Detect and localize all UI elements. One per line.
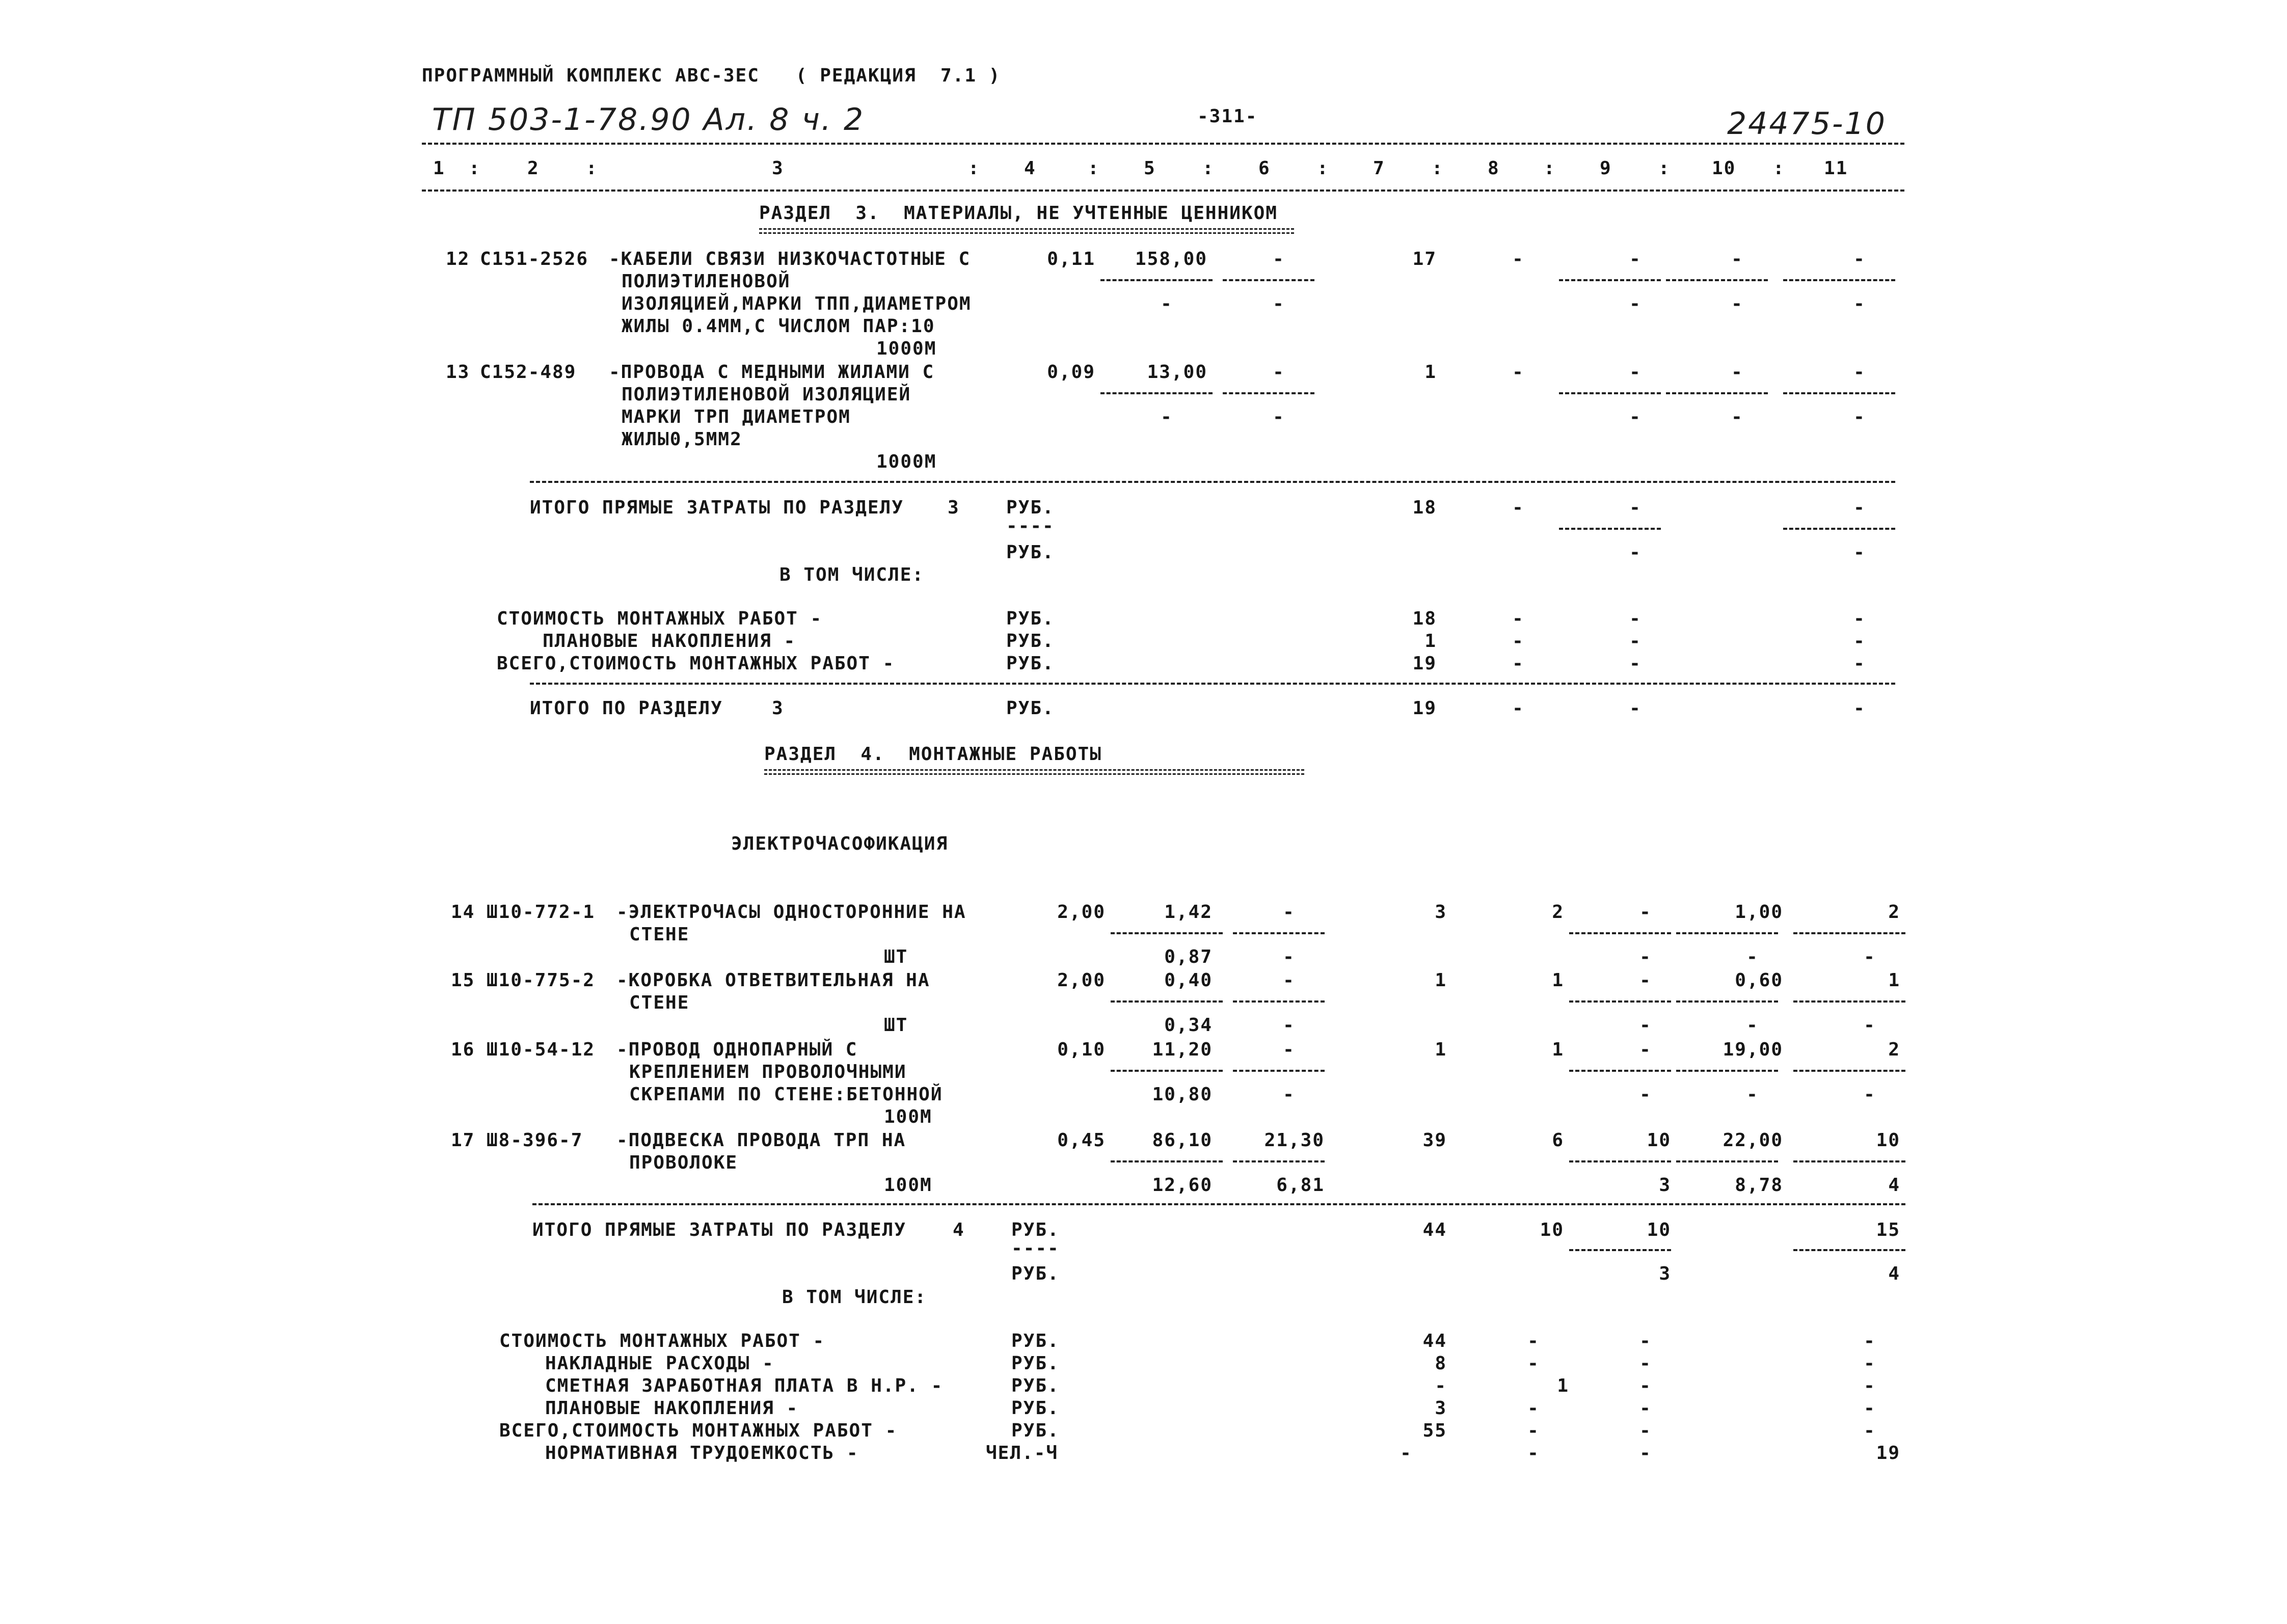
col-sep: : (1088, 158, 1100, 179)
item-cost-11: 2 (1888, 902, 1900, 923)
item-cost-11b: 4 (1888, 1175, 1900, 1196)
item-cost-7: 1 (1424, 362, 1437, 383)
item-cost-6b: - (1283, 1084, 1295, 1105)
section-4-subtitle: ЭЛЕКТРОЧАСОФИКАЦИЯ (731, 833, 949, 854)
item-cost-7: 1 (1435, 970, 1447, 991)
item-cost-9b: 3 (1659, 1175, 1671, 1196)
item-cost-8: - (1512, 249, 1524, 269)
summary-label: СМЕТНАЯ ЗАРАБОТНАЯ ПЛАТА В Н.Р. - (545, 1375, 944, 1396)
item-code: Ш8-396-7 (487, 1130, 583, 1151)
summary-c11: - (1853, 608, 1866, 629)
summary-c9: - (1639, 1398, 1652, 1419)
program-title: ПРОГРАММНЫЙ КОМПЛЕКС АВС-3ЕС ( РЕДАКЦИЯ 7.1 ) (422, 65, 1001, 86)
summary-unit: РУБ. (1006, 608, 1055, 629)
summary-c11: - (1864, 1331, 1876, 1351)
item-cost-10: - (1731, 249, 1743, 269)
item-cost-9: 10 (1647, 1130, 1671, 1151)
item-cost-5: 11,20 (1152, 1039, 1213, 1060)
item-cost-11: - (1853, 362, 1866, 383)
header-rule (422, 143, 1904, 145)
item-desc-line: ПОЛИЭТИЛЕНОВОЙ (622, 271, 791, 292)
summary-c11: - (1864, 1398, 1876, 1419)
item-desc-line: ПРОВОЛОКЕ (629, 1152, 738, 1173)
item-cost-11b: - (1864, 1015, 1876, 1036)
cell-rule (1569, 1070, 1671, 1072)
cell-rule (1569, 1160, 1671, 1162)
item-cost-7: 3 (1435, 902, 1447, 923)
summary-label: ВСЕГО,СТОИМОСТЬ МОНТАЖНЫХ РАБОТ - (497, 653, 895, 674)
item-cost-9: - (1639, 970, 1652, 991)
summary-c7: - (1400, 1443, 1412, 1464)
item-cost-11b: - (1853, 407, 1866, 427)
item-desc-line: СКРЕПАМИ ПО СТЕНЕ:БЕТОННОЙ (629, 1084, 943, 1105)
summary-c11: 19 (1876, 1443, 1900, 1464)
item-cost-6b: - (1283, 946, 1295, 967)
total-direct-unit: РУБ. (1006, 497, 1055, 518)
cell-rule (1666, 279, 1768, 281)
summary-label: ВСЕГО,СТОИМОСТЬ МОНТАЖНЫХ РАБОТ - (499, 1420, 898, 1441)
item-cost-9b: - (1639, 1084, 1652, 1105)
cell-rule (1111, 1070, 1223, 1072)
summary-c9: - (1639, 1443, 1652, 1464)
summary-c7: 8 (1435, 1353, 1447, 1374)
total-c11: - (1853, 698, 1866, 719)
item-desc-line: -ЭЛЕКТРОЧАСЫ ОДНОСТОРОННИЕ НА (616, 902, 966, 923)
item-unit: 1000М (876, 338, 937, 359)
summary-unit: РУБ. (1006, 653, 1055, 674)
total-label: ИТОГО ПО РАЗДЕЛУ (530, 698, 723, 719)
item-unit: 1000М (876, 451, 937, 472)
item-cost-5b: 10,80 (1152, 1084, 1213, 1105)
summary-c9: - (1639, 1331, 1652, 1351)
section-3-title: РАЗДЕЛ 3. МАТЕРИАЛЫ, НЕ УЧТЕННЫЕ ЦЕННИКОМ (759, 203, 1278, 224)
cell-rule (1676, 932, 1778, 934)
total-direct-c11: 15 (1876, 1220, 1900, 1240)
item-number: 15 (451, 970, 475, 991)
col-sep: : (1544, 158, 1556, 179)
total-direct-c9b: - (1629, 542, 1642, 563)
item-number: 17 (451, 1130, 475, 1151)
item-quantity: 0,45 (1057, 1130, 1106, 1151)
item-cost-9: - (1639, 902, 1652, 923)
summary-label: НОРМАТИВНАЯ ТРУДОЕМКОСТЬ - (545, 1443, 859, 1464)
item-code: С151-2526 (480, 249, 589, 269)
summary-c8: - (1512, 608, 1524, 629)
item-quantity: 0,09 (1047, 362, 1095, 383)
summary-c7: - (1435, 1375, 1447, 1396)
col-10: 10 (1712, 158, 1736, 179)
summary-c9: - (1639, 1420, 1652, 1441)
summary-c11: - (1864, 1420, 1876, 1441)
cell-rule (1676, 1160, 1778, 1162)
total-direct-c11b: 4 (1888, 1263, 1900, 1284)
item-cost-6b: - (1273, 407, 1285, 427)
total-direct-c7: 44 (1422, 1220, 1447, 1240)
item-cost-11: 10 (1876, 1130, 1900, 1151)
item-cost-6b: - (1283, 1015, 1295, 1036)
item-desc-line: -ПОДВЕСКА ПРОВОДА ТРП НА (616, 1130, 906, 1151)
cell-rule (1233, 1000, 1325, 1003)
total-direct-c8: 10 (1540, 1220, 1564, 1240)
item-desc-line: ЖИЛЫ 0.4ММ,С ЧИСЛОМ ПАР:10 (622, 316, 935, 337)
section-4-items-rule (532, 1203, 1905, 1205)
item-cost-11: 2 (1888, 1039, 1900, 1060)
total-direct-unit-2: РУБ. (1006, 542, 1055, 563)
cell-rule (1793, 1160, 1905, 1162)
item-cost-10: 19,00 (1723, 1039, 1783, 1060)
total-c7: 19 (1412, 698, 1437, 719)
summary-label: ПЛАНОВЫЕ НАКОПЛЕНИЯ - (543, 631, 796, 652)
cell-rule (1233, 1070, 1325, 1072)
total-direct-label: ИТОГО ПРЯМЫЕ ЗАТРАТЫ ПО РАЗДЕЛУ (530, 497, 904, 518)
item-cost-11b: - (1853, 293, 1866, 314)
item-cost-11b: - (1864, 946, 1876, 967)
item-cost-6b: 6,81 (1276, 1175, 1325, 1196)
total-section-number: 3 (772, 698, 784, 719)
summary-label: ПЛАНОВЫЕ НАКОПЛЕНИЯ - (545, 1398, 799, 1419)
item-cost-10b: - (1746, 946, 1759, 967)
item-cost-10b: - (1731, 407, 1743, 427)
cell-rule (1569, 932, 1671, 934)
total-direct-unit-rule: ---- (1006, 516, 1055, 536)
item-number: 12 (446, 249, 470, 269)
item-cost-9b: - (1629, 407, 1642, 427)
summary-label: СТОИМОСТЬ МОНТАЖНЫХ РАБОТ - (499, 1331, 825, 1351)
col-sep: : (469, 158, 481, 179)
total-c8: - (1512, 698, 1524, 719)
item-cost-9: - (1629, 362, 1642, 383)
item-cost-10: - (1731, 362, 1743, 383)
item-desc-line: -КАБЕЛИ СВЯЗИ НИЗКОЧАСТОТНЫЕ С (609, 249, 971, 269)
section-3-items-rule (530, 481, 1895, 483)
section-3-underline (759, 228, 1294, 234)
item-cost-7: 17 (1412, 249, 1437, 269)
summary-label: СТОИМОСТЬ МОНТАЖНЫХ РАБОТ - (497, 608, 823, 629)
summary-c9: - (1629, 631, 1642, 652)
summary-c11: - (1864, 1375, 1876, 1396)
total-direct-c8: - (1512, 497, 1524, 518)
item-code: С152-489 (480, 362, 577, 383)
summary-c8: - (1512, 653, 1524, 674)
section-4-underline (764, 769, 1304, 775)
item-cost-6: 21,30 (1264, 1130, 1325, 1151)
total-direct-c9: 10 (1647, 1220, 1671, 1240)
item-cost-10: 0,60 (1735, 970, 1783, 991)
col-1: 1 (433, 158, 445, 179)
item-number: 13 (446, 362, 470, 383)
item-cost-6: - (1283, 1039, 1295, 1060)
cell-rule (1783, 528, 1895, 530)
item-cost-9b: - (1639, 1015, 1652, 1036)
item-cost-5b: - (1161, 407, 1173, 427)
item-unit: ШТ (884, 1015, 908, 1036)
col-sep: : (586, 158, 598, 179)
section-3-summary-rule (530, 683, 1895, 685)
cell-rule (1569, 1000, 1671, 1003)
summary-unit: РУБ. (1011, 1331, 1060, 1351)
total-direct-unit-2: РУБ. (1011, 1263, 1060, 1284)
item-number: 14 (451, 902, 475, 923)
total-direct-section-number: 4 (953, 1220, 965, 1240)
summary-unit: РУБ. (1011, 1398, 1060, 1419)
summary-c8: - (1527, 1420, 1540, 1441)
cell-rule (1100, 279, 1213, 281)
item-quantity: 0,10 (1057, 1039, 1106, 1060)
item-cost-10b: - (1746, 1084, 1759, 1105)
item-code: Ш10-54-12 (487, 1039, 596, 1060)
item-desc-line: -КОРОБКА ОТВЕТВИТЕЛЬНАЯ НА (616, 970, 930, 991)
item-desc-line: -ПРОВОДА С МЕДНЫМИ ЖИЛАМИ С (609, 362, 935, 383)
including-label: В ТОМ ЧИСЛЕ: (779, 564, 925, 585)
item-cost-6: - (1273, 362, 1285, 383)
col-sep: : (1432, 158, 1444, 179)
summary-c9: - (1629, 653, 1642, 674)
item-cost-5b: - (1161, 293, 1173, 314)
item-cost-5: 13,00 (1147, 362, 1207, 383)
cell-rule (1569, 1249, 1671, 1251)
item-quantity: 2,00 (1057, 970, 1106, 991)
total-direct-c9: - (1629, 497, 1642, 518)
summary-c11: - (1853, 631, 1866, 652)
summary-c9: - (1629, 608, 1642, 629)
cell-rule (1559, 528, 1661, 530)
cell-rule (1111, 932, 1223, 934)
cell-rule (1793, 1249, 1905, 1251)
col-4: 4 (1024, 158, 1036, 179)
item-cost-6: - (1283, 970, 1295, 991)
item-cost-11b: - (1864, 1084, 1876, 1105)
cell-rule (1100, 392, 1213, 394)
summary-c7: 1 (1424, 631, 1437, 652)
item-cost-5: 1,42 (1164, 902, 1213, 923)
col-7: 7 (1373, 158, 1385, 179)
item-cost-6: - (1283, 902, 1295, 923)
item-quantity: 0,11 (1047, 249, 1095, 269)
item-cost-8: 1 (1552, 970, 1564, 991)
item-cost-9: - (1639, 1039, 1652, 1060)
item-code: Ш10-775-2 (487, 970, 596, 991)
col-9: 9 (1600, 158, 1612, 179)
summary-c11: - (1864, 1353, 1876, 1374)
cell-rule (1559, 392, 1661, 394)
item-cost-10b: - (1731, 293, 1743, 314)
cell-rule (1559, 279, 1661, 281)
item-cost-5: 158,00 (1135, 249, 1207, 269)
item-cost-9b: - (1639, 946, 1652, 967)
summary-c11: - (1853, 653, 1866, 674)
item-cost-6: - (1273, 249, 1285, 269)
summary-c7: 55 (1422, 1420, 1447, 1441)
item-code: Ш10-772-1 (487, 902, 596, 923)
item-cost-5b: 12,60 (1152, 1175, 1213, 1196)
summary-c7: 18 (1412, 608, 1437, 629)
item-desc-line: СТЕНЕ (629, 924, 690, 945)
item-cost-9: - (1629, 249, 1642, 269)
cell-rule (1111, 1160, 1223, 1162)
col-sep: : (1317, 158, 1329, 179)
item-cost-5: 0,40 (1164, 970, 1213, 991)
cell-rule (1223, 279, 1314, 281)
summary-c8: - (1527, 1443, 1540, 1464)
col-sep: : (1658, 158, 1671, 179)
summary-c8: - (1527, 1398, 1540, 1419)
col-5: 5 (1144, 158, 1156, 179)
item-desc-line: КРЕПЛЕНИЕМ ПРОВОЛОЧНЫМИ (629, 1062, 907, 1082)
item-cost-5b: 0,87 (1164, 946, 1213, 967)
summary-unit: РУБ. (1006, 631, 1055, 652)
item-unit: 100М (884, 1106, 932, 1127)
total-direct-unit: РУБ. (1011, 1220, 1060, 1240)
summary-c8: 1 (1557, 1375, 1569, 1396)
col-sep: : (968, 158, 980, 179)
item-desc-line: ПОЛИЭТИЛЕНОВОЙ ИЗОЛЯЦИЕЙ (622, 384, 911, 405)
page-number: -311- (1197, 106, 1258, 127)
item-cost-11: 1 (1888, 970, 1900, 991)
cell-rule (1793, 1070, 1905, 1072)
summary-unit: РУБ. (1011, 1375, 1060, 1396)
summary-unit: ЧЕЛ.-Ч (986, 1443, 1059, 1464)
summary-label: НАКЛАДНЫЕ РАСХОДЫ - (545, 1353, 774, 1374)
item-unit: ШТ (884, 946, 908, 967)
item-cost-6b: - (1273, 293, 1285, 314)
item-unit: 100М (884, 1175, 932, 1196)
item-desc-line: -ПРОВОД ОДНОПАРНЫЙ С (616, 1039, 858, 1060)
summary-unit: РУБ. (1011, 1353, 1060, 1374)
item-cost-9b: - (1629, 293, 1642, 314)
summary-c7: 19 (1412, 653, 1437, 674)
total-direct-unit-rule: ---- (1011, 1238, 1060, 1259)
item-cost-7: 1 (1435, 1039, 1447, 1060)
cell-rule (1676, 1070, 1778, 1072)
cell-rule (1233, 1160, 1325, 1162)
cell-rule (1676, 1000, 1778, 1003)
cell-rule (1793, 932, 1905, 934)
summary-c8: - (1512, 631, 1524, 652)
total-direct-c7: 18 (1412, 497, 1437, 518)
item-cost-8: - (1512, 362, 1524, 383)
col-sep: : (1202, 158, 1215, 179)
item-cost-7: 39 (1422, 1130, 1447, 1151)
item-cost-10: 22,00 (1723, 1130, 1783, 1151)
item-desc-line: МАРКИ ТРП ДИАМЕТРОМ (622, 407, 851, 427)
cell-rule (1793, 1000, 1905, 1003)
item-cost-10: 1,00 (1735, 902, 1783, 923)
item-cost-8: 6 (1552, 1130, 1564, 1151)
item-quantity: 2,00 (1057, 902, 1106, 923)
item-cost-10b: 8,78 (1735, 1175, 1783, 1196)
col-6: 6 (1258, 158, 1271, 179)
section-4-title: РАЗДЕЛ 4. МОНТАЖНЫЕ РАБОТЫ (764, 744, 1102, 765)
item-cost-10b: - (1746, 1015, 1759, 1036)
col-11: 11 (1824, 158, 1848, 179)
cell-rule (1783, 392, 1895, 394)
total-direct-c9b: 3 (1659, 1263, 1671, 1284)
item-cost-5b: 0,34 (1164, 1015, 1213, 1036)
sheet-code: 24475-10 (1727, 106, 1887, 142)
col-3: 3 (772, 158, 784, 179)
col-sep: : (1773, 158, 1785, 179)
summary-c7: 44 (1422, 1331, 1447, 1351)
cell-rule (1666, 392, 1768, 394)
cell-rule (1233, 932, 1325, 934)
item-desc-line: ИЗОЛЯЦИЕЙ,МАРКИ ТПП,ДИАМЕТРОМ (622, 293, 972, 314)
total-c9: - (1629, 698, 1642, 719)
cell-rule (1111, 1000, 1223, 1003)
item-desc-line: ЖИЛЫ0,5ММ2 (622, 429, 742, 450)
item-cost-8: 1 (1552, 1039, 1564, 1060)
item-number: 16 (451, 1039, 475, 1060)
summary-c9: - (1639, 1375, 1652, 1396)
summary-c9: - (1639, 1353, 1652, 1374)
summary-c8: - (1527, 1331, 1540, 1351)
cell-rule (1223, 392, 1314, 394)
col-8: 8 (1488, 158, 1500, 179)
total-direct-c11b: - (1853, 542, 1866, 563)
cell-rule (1783, 279, 1895, 281)
total-direct-label: ИТОГО ПРЯМЫЕ ЗАТРАТЫ ПО РАЗДЕЛУ (532, 1220, 906, 1240)
total-direct-section-number: 3 (948, 497, 960, 518)
col-2: 2 (527, 158, 540, 179)
total-unit: РУБ. (1006, 698, 1055, 719)
document-code: ТП 503-1-78.90 Ал. 8 ч. 2 (432, 102, 865, 138)
summary-c8: - (1527, 1353, 1540, 1374)
item-desc-line: СТЕНЕ (629, 992, 690, 1013)
including-label: В ТОМ ЧИСЛЕ: (782, 1287, 927, 1308)
item-cost-5: 86,10 (1152, 1130, 1213, 1151)
item-cost-11: - (1853, 249, 1866, 269)
column-header-rule (422, 190, 1904, 192)
summary-c7: 3 (1435, 1398, 1447, 1419)
summary-unit: РУБ. (1011, 1420, 1060, 1441)
total-direct-c11: - (1853, 497, 1866, 518)
item-cost-8: 2 (1552, 902, 1564, 923)
